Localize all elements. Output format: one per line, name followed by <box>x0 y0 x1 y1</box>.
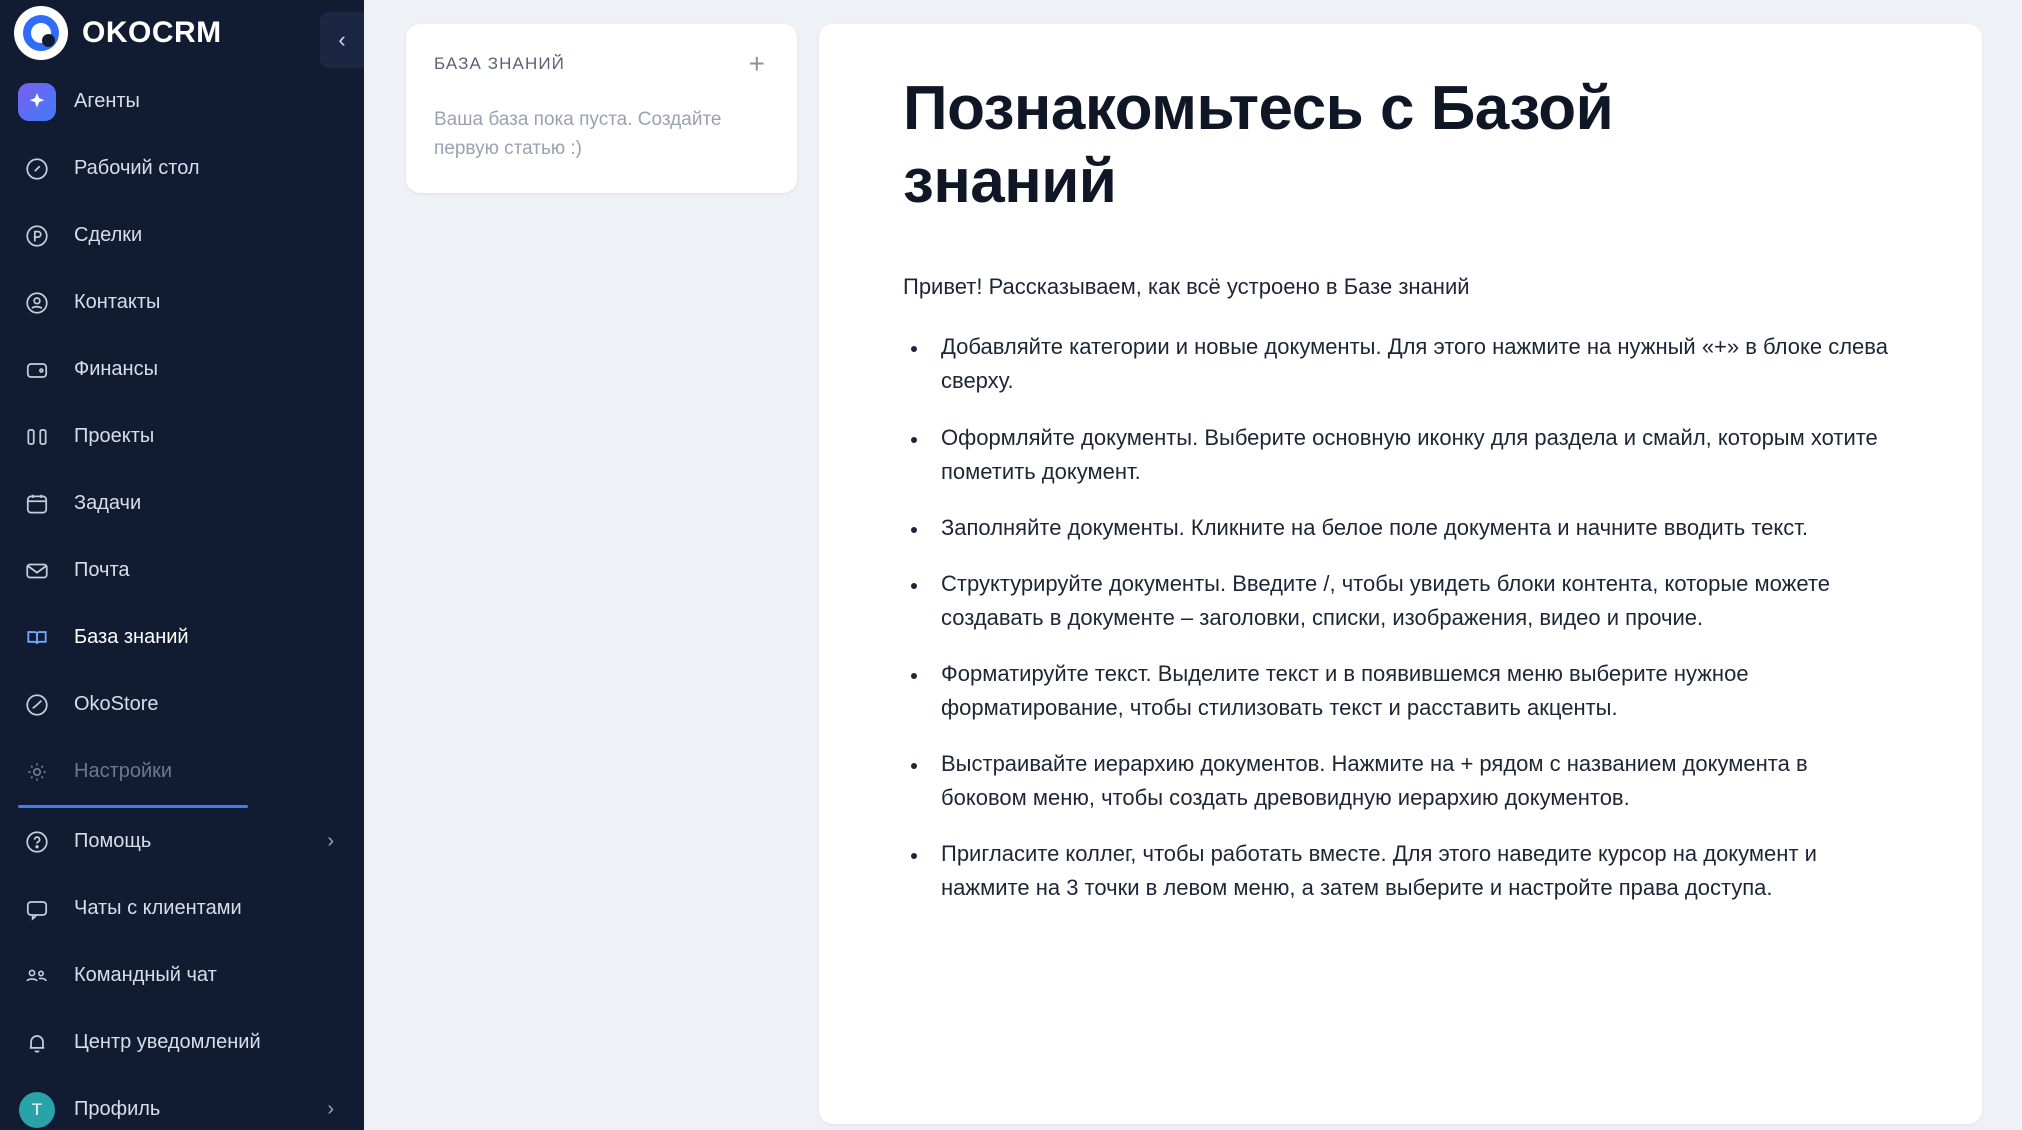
store-icon <box>18 686 56 724</box>
knowledge-base-empty-text: Ваша база пока пуста. Создайте первую статью :) <box>434 109 722 159</box>
sidebar-item-notification-center[interactable] <box>0 1009 364 1076</box>
sidebar-item-label: Рабочий стол <box>74 157 200 179</box>
list-item: • Форматируйте текст. Выделите текст и в появившемся меню выберите нужное форматирование, чтобы стилизовать текст и расставить акценты. <box>929 657 1892 725</box>
sidebar-item-finance[interactable] <box>0 336 364 403</box>
columns-icon <box>18 418 56 456</box>
document-intro: Привет! Рассказываем, как всё устроено в Базе знаний <box>903 274 1470 300</box>
sidebar-item-deals[interactable] <box>0 202 364 269</box>
sidebar-item-projects[interactable] <box>0 403 364 470</box>
sidebar-item-knowledge-base[interactable] <box>0 604 364 671</box>
sidebar-item-label: Финансы <box>74 358 158 380</box>
brand-title: OKOCRM <box>82 16 222 49</box>
sidebar-item-label: Командный чат <box>74 964 217 986</box>
plus-icon[interactable]: + <box>748 48 765 79</box>
sidebar-item-label: Чаты с клиентами <box>74 897 242 919</box>
chevron-right-icon: › <box>327 1098 334 1120</box>
list-item: • Структурируйте документы. Введите /, чтобы увидеть блоки контента, которые можете создавать в документе – заголовки, списки, изображения, видео и прочие. <box>929 567 1892 635</box>
chevron-left-icon: ‹ <box>338 27 346 52</box>
sidebar-item-mail[interactable] <box>0 537 364 604</box>
list-item: • Пригласите коллег, чтобы работать вместе. Для этого наведите курсор на документ и нажмите на 3 точки в левом меню, а затем выберите и настройте права доступа. <box>929 837 1892 905</box>
knowledge-base-card <box>406 24 797 193</box>
user-icon <box>18 284 56 322</box>
bell-icon <box>18 1024 56 1062</box>
avatar <box>18 1091 56 1129</box>
list-item: • Заполняйте документы. Кликните на белое поле документа и начните вводить текст. <box>929 511 1892 545</box>
brand <box>0 6 364 60</box>
gear-icon <box>18 753 56 791</box>
sidebar-item-agents[interactable] <box>0 68 364 135</box>
okocrm-logo-icon <box>14 6 68 60</box>
document-area <box>819 0 2022 1130</box>
ruble-icon <box>18 217 56 255</box>
collapse-sidebar-button[interactable] <box>320 12 364 68</box>
dashboard-icon <box>18 150 56 188</box>
sidebar-item-label: Помощь <box>74 830 152 852</box>
knowledge-base-title: БАЗА ЗНАНИЙ <box>434 54 565 73</box>
sidebar <box>0 0 364 1130</box>
calendar-icon <box>18 485 56 523</box>
sidebar-item-profile[interactable] <box>0 1076 364 1130</box>
sidebar-item-label: Настройки <box>74 760 173 782</box>
people-icon <box>18 957 56 995</box>
mail-icon <box>18 552 56 590</box>
sidebar-item-label: Задачи <box>74 492 142 514</box>
document-body[interactable] <box>819 24 1982 1124</box>
sidebar-item-label: Профиль <box>74 1098 161 1120</box>
sidebar-item-dashboard[interactable] <box>0 135 364 202</box>
wallet-icon <box>18 351 56 389</box>
sparkle-icon <box>18 83 56 121</box>
knowledge-base-header <box>434 50 769 78</box>
sidebar-item-label: Проекты <box>74 425 155 447</box>
sidebar-item-label: Агенты <box>74 90 140 112</box>
sidebar-item-label: Центр уведомлений <box>74 1031 261 1053</box>
sidebar-item-label: Контакты <box>74 291 161 313</box>
knowledge-base-panel <box>364 0 819 1130</box>
sidebar-nav <box>0 68 364 1130</box>
sidebar-item-tasks[interactable] <box>0 470 364 537</box>
sidebar-item-help[interactable] <box>0 808 364 875</box>
chevron-right-icon: › <box>327 830 334 852</box>
avatar-initial: Т <box>19 1092 55 1128</box>
question-icon <box>18 823 56 861</box>
sidebar-item-label: База знаний <box>74 626 189 648</box>
document-title: Познакомьтесь с Базой знаний <box>903 74 1614 217</box>
book-icon <box>18 619 56 657</box>
list-item: • Выстраивайте иерархию документов. Нажмите на + рядом с названием документа в боковом меню, чтобы создать древовидную иерархию документов. <box>929 747 1892 815</box>
sidebar-item-team-chat[interactable] <box>0 942 364 1009</box>
list-item: • Оформляйте документы. Выберите основную иконку для раздела и смайл, которым хотите пометить документ. <box>929 421 1892 489</box>
sidebar-item-settings[interactable] <box>0 738 364 805</box>
list-item: • Добавляйте категории и новые документы. Для этого нажмите на нужный «+» в блоке слева сверху. <box>929 330 1892 398</box>
document-bullet-list <box>903 330 1892 905</box>
sidebar-item-client-chats[interactable] <box>0 875 364 942</box>
chat-icon <box>18 890 56 928</box>
sidebar-item-label: OkoStore <box>74 693 159 715</box>
sidebar-item-okostore[interactable] <box>0 671 364 738</box>
sidebar-item-label: Почта <box>74 559 130 581</box>
sidebar-item-label: Сделки <box>74 224 143 246</box>
sidebar-item-contacts[interactable] <box>0 269 364 336</box>
